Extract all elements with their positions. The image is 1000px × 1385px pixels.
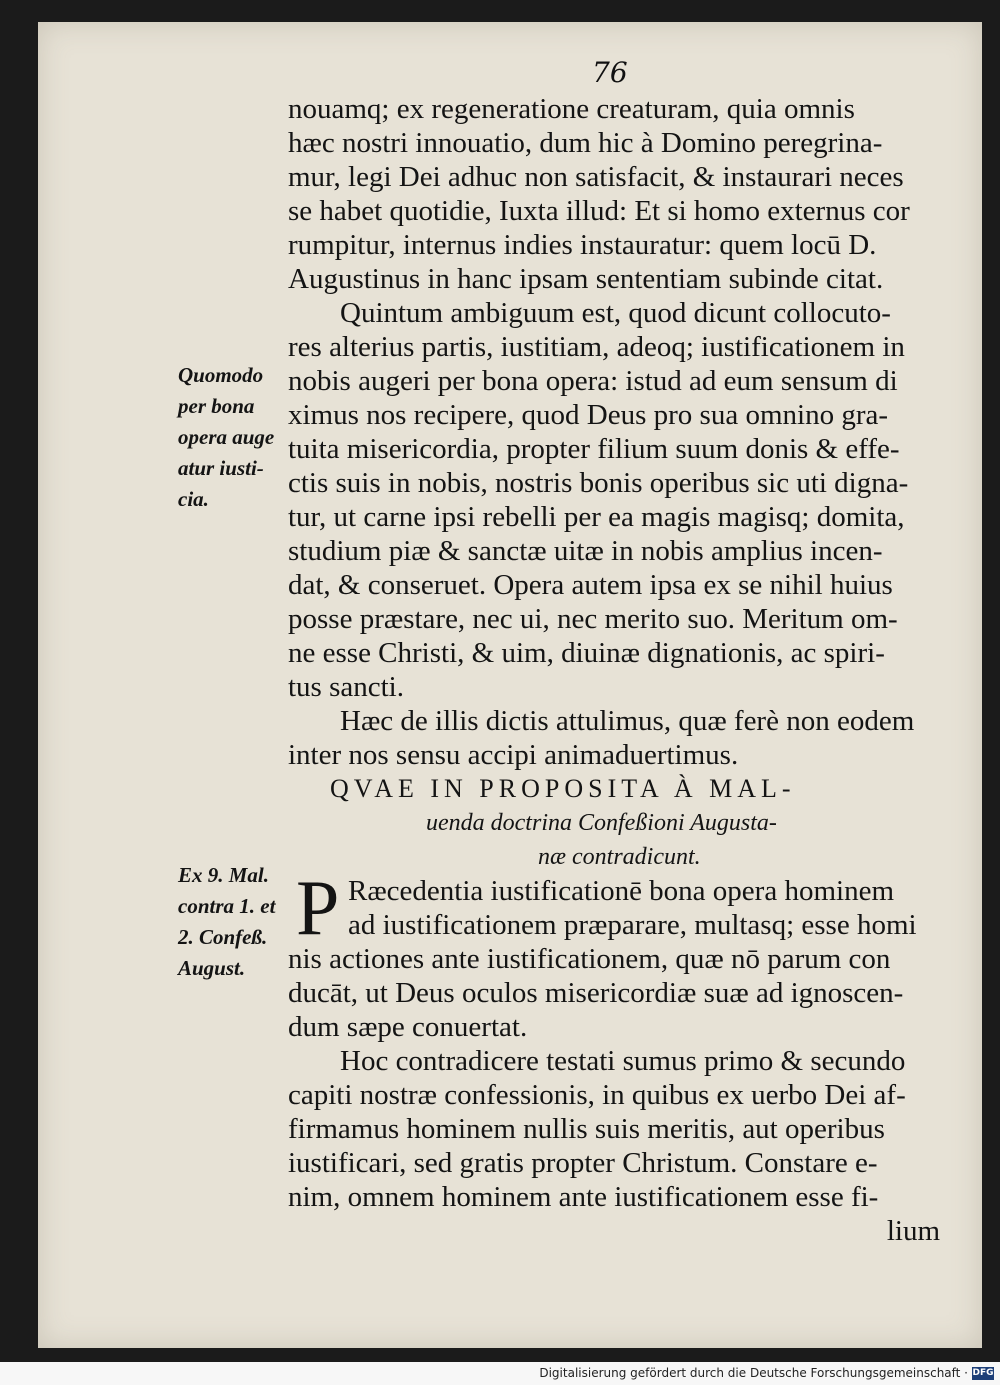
- text-line: posse præstare, nec ui, nec merito suo. Meritum om-: [288, 603, 898, 635]
- section-heading-line-3: næ contradicunt.: [538, 844, 701, 870]
- marginal-note-line: atur iusti-: [178, 456, 264, 480]
- text-line: res alterius partis, iustitiam, adeoq; iustificationem in: [288, 331, 905, 363]
- text-line: ctis suis in nobis, nostris bonis operibus sic uti digna-: [288, 467, 909, 499]
- text-line: ad iustificationem præparare, multasq; esse homi: [348, 909, 917, 941]
- text-line: ne esse Christi, & uim, diuinæ dignationis, ac spiri-: [288, 637, 885, 669]
- text-line: inter nos sensu accipi animaduertimus.: [288, 739, 739, 771]
- catchword: lium: [886, 1215, 940, 1247]
- section-heading: QVAE IN PROPOSITA À MAL-: [330, 774, 796, 803]
- text-line: tur, ut carne ipsi rebelli per ea magis magisq; domita,: [288, 501, 905, 533]
- marginal-note-2: [178, 860, 296, 984]
- marginal-note-1: [178, 360, 296, 515]
- text-line: tuita misericordia, propter filium suum donis & effe-: [288, 433, 900, 465]
- text-line: iustificari, sed gratis propter Christum. Constare e-: [288, 1147, 878, 1179]
- text-line: dat, & conseruet. Opera autem ipsa ex se nihil huius: [288, 569, 893, 601]
- text-line: ximus nos recipere, quod Deus pro sua omnino gra-: [288, 399, 889, 431]
- text-line: ducāt, ut Deus oculos misericordiæ suæ ad ignoscen-: [288, 977, 904, 1009]
- footer-bar: [0, 1362, 1000, 1385]
- marginal-note-line: per bona: [178, 394, 255, 418]
- text-line: studium piæ & sanctæ uitæ in nobis amplius incen-: [288, 535, 883, 567]
- marginal-note-line: August.: [178, 956, 246, 980]
- text-line: Augustinus in hanc ipsam sententiam subinde citat.: [288, 263, 884, 295]
- text-line: rumpitur, internus indies instauratur: quem locū D.: [288, 229, 877, 261]
- text-line: firmamus hominem nullis suis meritis, aut operibus: [288, 1113, 885, 1145]
- marginal-note-line: opera auge: [178, 425, 275, 449]
- marginal-note-line: 2. Confeß.: [178, 925, 268, 949]
- footer-credit: Digitalisierung gefördert durch die Deutsche Forschungsgemeinschaft ·: [539, 1366, 968, 1380]
- drop-cap: P: [296, 864, 340, 951]
- text-line: hæc nostri innouatio, dum hic à Domino peregrina-: [288, 127, 883, 159]
- text-line: Ræcedentia iustificationē bona opera hominem: [348, 875, 895, 907]
- page-number: 76: [592, 56, 628, 89]
- text-line: nis actiones ante iustificationem, quæ nō parum con: [288, 943, 891, 975]
- marginal-note-line: Quomodo: [178, 363, 264, 387]
- text-line: se habet quotidie, Iuxta illud: Et si homo externus cor: [288, 195, 910, 227]
- text-line: Hæc de illis dictis attulimus, quæ ferè non eodem: [340, 705, 915, 737]
- main-text: [288, 92, 950, 1248]
- text-line: capiti nostræ confessionis, in quibus ex uerbo Dei af-: [288, 1079, 906, 1111]
- marginal-note-line: cia.: [178, 487, 209, 511]
- text-line: tus sancti.: [288, 671, 404, 703]
- dfg-logo-icon: DFG: [972, 1368, 994, 1378]
- text-line: Quintum ambiguum est, quod dicunt collocuto-: [340, 297, 891, 329]
- text-line: nobis augeri per bona opera: istud ad eum sensum di: [288, 365, 898, 397]
- text-line: Hoc contradicere testati sumus primo & secundo: [340, 1045, 906, 1077]
- section-paragraph: [288, 864, 950, 1044]
- text-line: dum sæpe conuertat.: [288, 1011, 528, 1043]
- section-heading-line-2: uenda doctrina Confeßioni Augusta-: [426, 810, 777, 836]
- marginal-note-line: Ex 9. Mal.: [178, 863, 270, 887]
- text-line: nim, omnem hominem ante iustificationem esse fi-: [288, 1181, 879, 1213]
- text-line: nouamq; ex regeneratione creaturam, quia omnis: [288, 93, 855, 125]
- marginal-note-line: contra 1. et: [178, 894, 276, 918]
- text-line: mur, legi Dei adhuc non satisfacit, & instaurari neces: [288, 161, 904, 193]
